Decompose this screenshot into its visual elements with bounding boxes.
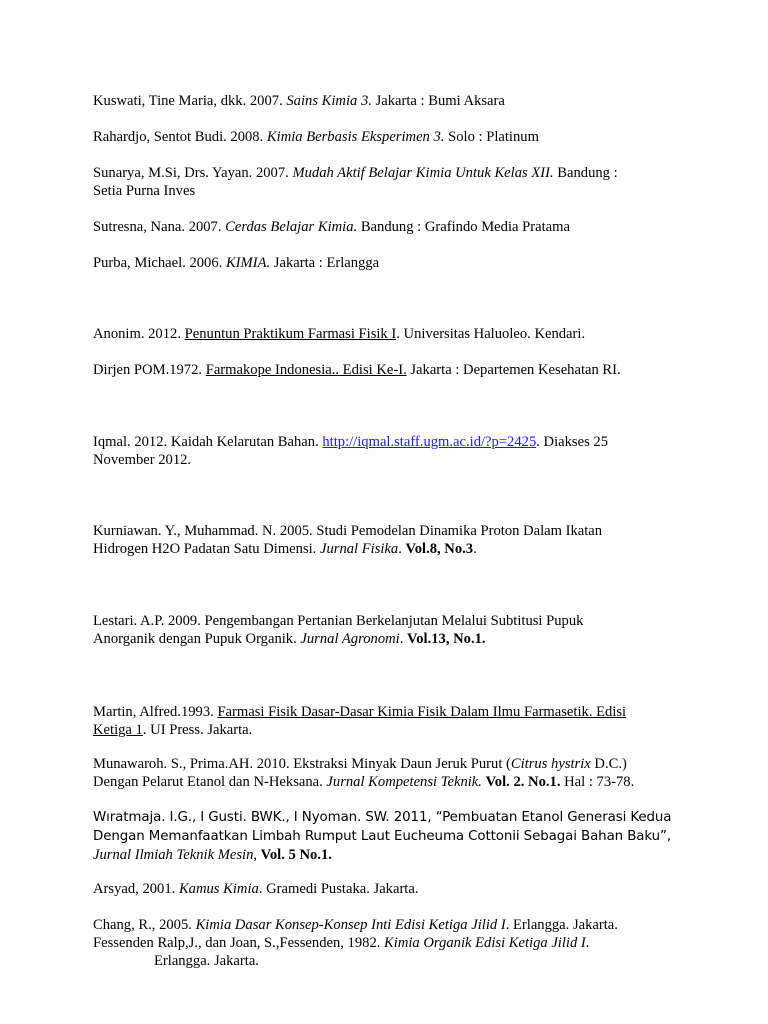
reference-line <box>93 325 693 343</box>
reference-text: . Universitas Haluoleo. Kendari. <box>396 326 586 342</box>
reference-line <box>93 827 693 846</box>
reference-text: Dengan Pelarut Etanol dan N-Heksana. <box>93 774 327 790</box>
reference-text: Sutresna, Nana. 2007. <box>93 219 226 235</box>
reference-text: Kimia Berbasis Eksperimen 3. <box>266 129 445 145</box>
reference-line <box>93 755 693 773</box>
reference-text: Sunarya, M.Si, Drs. Yayan. 2007. <box>93 165 293 181</box>
reference-text: Anorganik dengan Pupuk Organik. <box>93 631 301 647</box>
reference-line <box>93 254 693 272</box>
reference-text: Vol.13, No.1. <box>407 631 486 647</box>
reference-line <box>93 128 693 146</box>
reference-text: Mudah Aktif Belajar Kimia Untuk Kelas XII. <box>292 165 554 181</box>
reference-entry <box>93 755 693 791</box>
reference-text: Erlangga. Jakarta. <box>154 953 259 969</box>
reference-text: . Diakses 25 <box>536 434 608 450</box>
reference-entry <box>93 703 693 739</box>
reference-entry <box>93 522 693 558</box>
reference-text: Kuswati, Tine Maria, dkk. 2007. <box>93 93 287 109</box>
reference-entry <box>93 433 693 469</box>
reference-text: D.C.) <box>590 756 627 772</box>
reference-text: Chang, R., 2005. <box>93 917 196 933</box>
reference-text: Munawaroh. S., Prima.AH. 2010. Ekstraksi Minyak Daun Jeruk Purut ( <box>93 756 511 772</box>
reference-text: Dengan Memanfaatkan Limbah Rumput Laut Eucheuma Cottonii Sebagai Bahan Baku”, <box>93 829 672 844</box>
reference-text: Fessenden Ralp,J., dan Joan, S.,Fessenden, 1982. <box>93 935 385 951</box>
reference-line <box>93 92 693 110</box>
reference-text: Farmasi Fisik Dasar-Dasar Kimia Fisik Dalam Ilmu Farmasetik. Edisi <box>217 704 627 720</box>
reference-line <box>93 540 693 558</box>
reference-text: Kimia Dasar Konsep-Konsep Inti Edisi Ketiga Jilid I <box>195 917 506 933</box>
reference-text: , <box>253 847 261 863</box>
url-link[interactable]: http://iqmal.staff.ugm.ac.id/?p=2425 <box>322 434 537 450</box>
reference-line <box>93 630 693 648</box>
reference-text: . <box>399 631 408 647</box>
reference-text: Ketiga 1 <box>93 722 143 738</box>
reference-text: . <box>585 935 590 951</box>
reference-line <box>93 846 693 864</box>
reference-text: Kurniawan. Y., Muhammad. N. 2005. Studi Pemodelan Dinamika Proton Dalam Ikatan <box>93 523 603 539</box>
reference-text: . Erlangga. Jakarta. <box>505 917 618 933</box>
reference-text: Kimia Organik Edisi Ketiga Jilid I <box>384 935 586 951</box>
reference-text: Jurnal Fisika <box>319 541 399 557</box>
reference-text: . UI Press. Jakarta. <box>142 722 253 738</box>
reference-text: Kamus Kimia <box>178 881 259 897</box>
reference-line <box>93 218 693 236</box>
reference-text: Iqmal. 2012. Kaidah Kelarutan Bahan. <box>93 434 323 450</box>
reference-line <box>93 934 693 952</box>
reference-line <box>93 522 693 540</box>
reference-text: Hal : 73-78. <box>560 774 635 790</box>
reference-text: Martin, Alfred.1993. <box>93 704 218 720</box>
reference-entry <box>93 164 693 200</box>
reference-entry <box>93 916 693 970</box>
reference-line <box>93 952 693 970</box>
reference-line <box>93 808 693 827</box>
reference-text: Penuntun Praktikum Farmasi Fisik I <box>184 326 397 342</box>
reference-text: Bandung : <box>553 165 618 181</box>
reference-text: Bandung : Grafindo Media Pratama <box>357 219 570 235</box>
reference-text: . <box>398 541 406 557</box>
reference-text: Solo : Platinum <box>444 129 539 145</box>
reference-entry <box>93 361 693 379</box>
reference-text: Anonim. 2012. <box>93 326 185 342</box>
reference-text: Jakarta : Departemen Kesehatan RI. <box>406 362 621 378</box>
reference-text: Jurnal Kompetensi Teknik. <box>326 774 482 790</box>
reference-text: Sains Kimia 3. <box>286 93 372 109</box>
reference-text: Dirjen POM.1972. <box>93 362 206 378</box>
reference-text: Vol. 5 No.1. <box>260 847 332 863</box>
reference-text: Jurnal Ilmiah Teknik Mesin <box>93 847 254 863</box>
reference-text: Cerdas Belajar Kimia. <box>225 219 358 235</box>
reference-entry <box>93 880 693 898</box>
reference-entry <box>93 254 693 272</box>
reference-text: Purba, Michael. 2006. <box>93 255 226 271</box>
reference-text: Setia Purna Inves <box>93 183 196 199</box>
reference-text: Vol. 2. No.1. <box>485 774 561 790</box>
reference-text: Lestari. A.P. 2009. Pengembangan Pertanian Berkelanjutan Melalui Subtitusi Pupuk <box>93 613 584 629</box>
reference-line <box>93 612 693 630</box>
reference-entry <box>93 325 693 343</box>
reference-text: Arsyad, 2001. <box>93 881 179 897</box>
reference-text: Farmakope Indonesia.. Edisi Ke-I. <box>205 362 407 378</box>
reference-line <box>93 361 693 379</box>
reference-text: Jakarta : Erlangga <box>270 255 380 271</box>
reference-text: KIMIA. <box>225 255 271 271</box>
reference-text: Rahardjo, Sentot Budi. 2008. <box>93 129 267 145</box>
reference-line <box>93 773 693 791</box>
reference-text: Wıratmaja. I.G., I Gusti. BWK., I Nyoman. SW. 2011, “Pembuatan Etanol Generasi Kedua <box>93 810 672 825</box>
reference-text: Hidrogen H2O Padatan Satu Dimensi. <box>93 541 320 557</box>
reference-line <box>93 721 693 739</box>
reference-text: Jakarta : Bumi Aksara <box>371 93 505 109</box>
reference-text: Citrus hystrix <box>510 756 591 772</box>
reference-line <box>93 182 693 200</box>
reference-line <box>93 451 693 469</box>
reference-entry <box>93 92 693 110</box>
reference-entry <box>93 128 693 146</box>
reference-line <box>93 916 693 934</box>
reference-text: Jurnal Agronomi <box>300 631 400 647</box>
reference-entry <box>93 808 693 864</box>
reference-line <box>93 433 693 451</box>
reference-entry <box>93 612 693 648</box>
reference-text: . Gramedi Pustaka. Jakarta. <box>258 881 419 897</box>
reference-line <box>93 703 693 721</box>
reference-text: November 2012. <box>93 452 192 468</box>
reference-line <box>93 164 693 182</box>
reference-text: . <box>473 541 477 557</box>
reference-line <box>93 880 693 898</box>
reference-entry <box>93 218 693 236</box>
reference-text: Vol.8, No.3 <box>405 541 474 557</box>
